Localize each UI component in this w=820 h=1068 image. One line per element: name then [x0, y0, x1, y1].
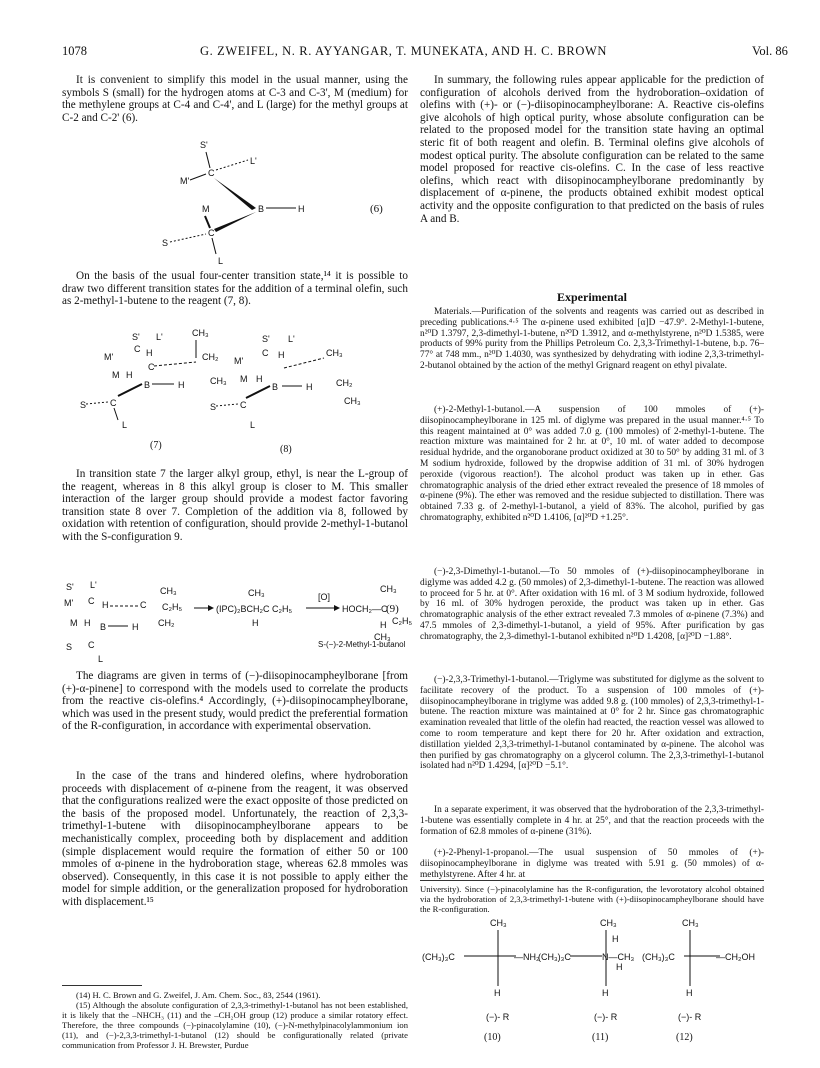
svg-text:C₂H₅: C₂H₅ [162, 602, 183, 612]
svg-text:H: H [602, 988, 609, 998]
oxidation-label: [O] [318, 592, 331, 602]
svg-text:CH₂: CH₂ [158, 618, 175, 628]
svg-text:S: S [162, 238, 169, 248]
svg-text:H: H [146, 348, 153, 358]
svg-text:L': L' [90, 580, 97, 590]
svg-text:C: C [110, 398, 117, 408]
svg-text:B: B [272, 382, 279, 392]
scheme-reagent: (IPC)₂BCH₂C C₂H₅ [216, 604, 293, 614]
label-10: (10) [484, 1032, 501, 1043]
svg-text:H: H [178, 380, 185, 390]
left-paragraph-1: It is convenient to simplify this model in the usual manner, using the symbols S (small) for the hydrogen atoms at C-3 and C-3', M (medium) for the methylene groups at C-4 and C-4', and L (large) for the methyl groups at C-2 and C-2' (6). [62, 74, 408, 124]
svg-text:H: H [616, 962, 623, 972]
svg-text:M': M' [64, 598, 74, 608]
svg-text:C: C [208, 228, 215, 238]
label-12: (12) [676, 1032, 693, 1043]
svg-text:H: H [298, 204, 305, 214]
svg-text:C: C [88, 596, 95, 606]
svg-text:CH₃: CH₃ [344, 396, 361, 406]
scheme-9 [62, 578, 413, 664]
svg-text:S: S [66, 642, 73, 652]
group-12-left: (CH₃)₃C [642, 952, 675, 962]
svg-text:H: H [686, 988, 693, 998]
structures-10-11-12 [420, 916, 764, 1046]
footnote-14: (14) H. C. Brown and G. Zweifel, J. Am. Chem. Soc., 83, 2544 (1961). [76, 990, 321, 1000]
svg-text:M': M' [104, 352, 114, 362]
svg-text:L: L [218, 256, 224, 266]
svg-text:L: L [98, 654, 104, 664]
left-paragraph-4: The diagrams are given in terms of (−)-diisopinocampheylborane [from (+)-α-pinene] to correspond with the models used to correlate the products from the reactive cis-olefins.⁴ Accordingly, (+)-diisopinocampheylborane, which was used in the present study, would predict the preferential formation of the R-configuration, in accordance with experimental observation. [62, 670, 408, 733]
left-paragraph-2: On the basis of the usual four-center transition state,¹⁴ it is possible to draw two different transition states for the addition of a terminal olefin, such as 2-methyl-1-butene to the reagent (7, 8). [62, 270, 408, 308]
svg-text:L': L' [250, 156, 257, 166]
svg-text:CH₃: CH₃ [490, 918, 507, 928]
svg-text:L: L [250, 420, 256, 430]
svg-text:C: C [262, 348, 269, 358]
separate-experiment-paragraph: In a separate experiment, it was observed that the hydroboration of the 2,3,3-trimethyl-1-butene was essentially complete in 4 hr. at 25°, and that the reaction proceeds with the formation of 62.8 mmoles of α-pinene (31%). [420, 805, 764, 837]
label-7: (7) [150, 440, 162, 451]
svg-text:L': L' [288, 334, 295, 344]
scheme-product: HOCH₂—C [342, 604, 388, 614]
svg-text:C: C [148, 362, 155, 372]
svg-text:H: H [84, 618, 91, 628]
svg-text:S: S [210, 402, 217, 412]
svg-text:S': S' [132, 332, 140, 342]
svg-text:C: C [134, 344, 141, 354]
footnote-15-continued: University). Since (−)-pinacolylamine has the R-configuration, the levorotatory alcohol obtained via the hydroboration of 2,3,3-trimethyl-1-butene with (+)-diisopinocampheylborane should have the R-configuration. [420, 884, 764, 914]
svg-text:CH₂: CH₂ [202, 352, 219, 362]
svg-text:L': L' [156, 332, 163, 342]
svg-text:H: H [256, 374, 263, 384]
group-10-left: (CH₃)₃C [422, 952, 455, 962]
svg-text:C: C [208, 168, 215, 178]
svg-text:M: M [112, 370, 120, 380]
svg-text:L: L [122, 420, 128, 430]
group-10-right: —NH₂ [514, 952, 540, 962]
svg-text:S': S' [66, 582, 74, 592]
group-11-right: N—CH₃ [602, 952, 635, 962]
svg-text:CH₃: CH₃ [380, 584, 397, 594]
running-header-authors: G. ZWEIFEL, N. R. AYYANGAR, T. MUNEKATA, AND H. C. BROWN [200, 44, 608, 58]
svg-text:CH₃: CH₃ [326, 348, 343, 358]
svg-text:CH₃: CH₃ [600, 918, 617, 928]
svg-text:M: M [240, 374, 248, 384]
right-footnote-separator [420, 880, 764, 881]
structures-7-8 [70, 326, 400, 455]
svg-text:S': S' [262, 334, 270, 344]
svg-text:S: S [80, 400, 87, 410]
left-paragraph-5: In the case of the trans and hindered olefins, where hydroboration proceeds with displacement of α-pinene from the reagent, it was observed that the configurations realized were the exact opposite of those predicted on the basis of the proposed model. Unfortunately, the reaction of 2,3,3-trimethyl-1-butene with diisopinocampheylborane appears to be mechanistically complex, proceeding both by displacement and addition (simple displacement would require the formation of either 50 or 100 mmoles of α-pinene in the hydroboration stage, whereas 62.8 mmoles was observed). Consequently, in this case it is not possible to apply either the model for simple addition, or the generalization proposed for hydroboration with displacement.¹⁵ [62, 770, 408, 908]
svg-text:H: H [494, 988, 501, 998]
equation-number-6: (6) [370, 203, 383, 215]
svg-text:CH₃: CH₃ [210, 376, 227, 386]
volume-label: Vol. 86 [752, 44, 788, 58]
phenylpropanol-paragraph: (+)-2-Phenyl-1-propanol.—The usual suspension of 50 mmoles of (+)-diisopinocampheylborane in diglyme was treated with 5.91 g. (50 mmoles) of α-methylstyrene. After 4 hr. at [420, 848, 764, 880]
svg-text:CH₂: CH₂ [336, 378, 353, 388]
label-11: (11) [592, 1032, 609, 1043]
svg-text:M': M' [234, 356, 244, 366]
svg-text:CH₃: CH₃ [374, 632, 391, 642]
svg-text:C₂H₅: C₂H₅ [392, 616, 413, 626]
right-paragraph-summary: In summary, the following rules appear applicable for the prediction of configuration of alcohols derived from the hydroboration–oxidation of olefins with (+)- or (−)-diisopinocampheylborane: A. Reactive cis-olefins give alcohols of high optical purity, whose absolute configuration can be related to the proposed model for the transition state having an optimal steric fit of both reagent and olefin. B. Terminal olefins give alcohols of modest optical purity. The absolute configuration can be related to the same model proposed for reactive cis-olefins. C. In the case of less reactive olefins, which react with diisopinocampheylborane predominantly by displacement of α-pinene, the products obtained exhibit modest optical activity and the opposite configuration to that predicted on the basis of rules A and B. [420, 74, 764, 225]
svg-text:C: C [140, 600, 147, 610]
group-12-right: —CH₂OH [716, 952, 755, 962]
footnote-15: (15) Although the absolute configuration of 2,3,3-trimethyl-1-butanol has not been established, it is likely that the –NHCH₃ (11) and the –CH₂OH group (12) produce a similar rotatory effect. Therefore, the three compounds (−)-pinacolylamine (10), (−)-N-methylpinacolylammonium ion (11), and (−)-2,3,3-trimethyl-1-butanol (12) should be configurationally related (private communication from Professor J. H. Brewster, Purdue [62, 1000, 408, 1050]
methylbutanol-paragraph: (+)-2-Methyl-1-butanol.—A suspension of 100 mmoles of (+)-diisopinocampheylborane in 125 ml. of diglyme was prepared in the usual manner.⁴·⁵ To this reagent maintained at 0° was added 7.0 g. (100 mmoles) of 2-methyl-1-butene. The reaction mixture was maintained for 2 hr. at 0°, 10 ml. of water added to decompose residual hydride, and the organoborane product oxidized at 30 to 50° by adding 31 ml. of 3 M sodium hydroxide, followed by the dropwise addition of 31 ml. of 30% hydrogen peroxide (vigorous reaction!). The alcohol product was taken up in ether. Gas chromatographic analysis of the dried ether extract revealed the presence of 18 mmoles of α-pinene (9%). The ether was removed and the residue subjected to distillation. There was obtained 7.33 g. of 2-methyl-1-butanol, a yield of 83%. The alcohol, purified by gas chromatography, exhibited n²⁰D 1.4106, [α]²⁰D +1.25°. [420, 405, 764, 523]
rotation-10: (−)- R [486, 1012, 510, 1022]
scheme-product-name: S-(−)-2-Methyl-1-butanol [318, 640, 406, 649]
group-11-left: (CH₃)₃C [538, 952, 571, 962]
svg-text:S': S' [200, 140, 208, 150]
svg-text:H: H [380, 620, 387, 630]
svg-text:H: H [132, 622, 139, 632]
svg-text:H: H [306, 382, 313, 392]
svg-text:M': M' [180, 176, 190, 186]
svg-text:B: B [258, 204, 265, 214]
rotation-11: (−)- R [594, 1012, 618, 1022]
dimethylbutanol-paragraph: (−)-2,3-Dimethyl-1-butanol.—To 50 mmoles of (+)-diisopinocampheylborane in diglyme was added 4.2 g. (50 mmoles) of 2,3-dimethyl-1-butene. The reaction was allowed to proceed for 5 hr. at 0°. After oxidation with 16 ml. of 3 M sodium hydroxide, followed by 16 ml. of 30% hydrogen peroxide, the product was taken up in ether. Gas chromatographic analysis of the ether extract revealed 7.3 mmoles of α-pinene (7.3%) and 47.5 mmoles of 2,3-dimethyl-1-butanol, a yield of 95%. After purification by gas chromatography, the 2,3-dimethyl-1-butanol exhibited n²⁰D 1.4208, [α]²⁰D −1.88°. [420, 567, 764, 642]
left-paragraph-3: In transition state 7 the larger alkyl group, ethyl, is near the L-group of the reagent, whereas in 8 this alkyl group is closer to M. This smaller interaction of the larger group should provide a modest factor favoring transition state 8 over 7. Completion of the addition via 8, followed by oxidation with retention of configuration, should provide 2-methyl-1-butanol with the S-configuration 9. [62, 468, 408, 543]
svg-text:B: B [100, 622, 107, 632]
svg-text:H: H [102, 600, 109, 610]
svg-text:CH₃: CH₃ [682, 918, 699, 928]
svg-text:H: H [278, 350, 285, 360]
materials-paragraph: Materials.—Purification of the solvents and reagents was carried out as described in preceding publications.⁴·⁵ The α-pinene used exhibited [α]D −47.9°. 2-Methyl-1-butene, n²⁰D 1.3797, 2,3-dimethyl-1-butene, n²⁰D 1.3912, and α-methylstyrene, n²⁰D 1.5385, were products of 99% purity from the Phillips Petroleum Co. 2,3,3-Trimethyl-1-butene, b.p. 76–77° at 748 mm., n²⁰D 1.4030, was synthesized by dehydrating with iodine 2,3,3-trimethyl-2-butanol obtained by the action of the methyl Grignard reagent on ethyl pivalate. [420, 307, 764, 371]
svg-text:M: M [202, 204, 210, 214]
svg-text:B: B [144, 380, 151, 390]
svg-text:H: H [612, 934, 619, 944]
equation-number-9: (9) [386, 603, 399, 615]
trimethylbutanol-paragraph: (−)-2,3,3-Trimethyl-1-butanol.—Triglyme was substituted for diglyme as the solvent to facilitate recovery of the product. To a suspension of 100 mmoles of (+)-diisopinocampheylborane in triglyme was added 9.8 g. (100 mmoles) of 2,3,3-trimethyl-1-butene. The reaction mixture was maintained at 0° for 2 hr. Since gas chromatographic examination revealed that little of the olefin had reacted, the reaction vessel was allowed to come to room temperature and kept there for 20 hr. After oxidation and extraction, distillation yielded 2,3,3-trimethyl-1-butanol contaminated by α-pinene. The alcohol was then purified by gas chromatography on a glycerol column. The 2,3,3-trimethyl-1-butanol isolated had n²⁰D 1.4294, [α]²⁰D −5.1°. [420, 675, 764, 772]
footnote-separator [62, 985, 142, 986]
svg-text:M: M [70, 618, 78, 628]
structure-6 [150, 138, 410, 268]
rotation-12: (−)- R [678, 1012, 702, 1022]
svg-text:CH₃: CH₃ [248, 588, 265, 598]
page-number: 1078 [62, 44, 87, 58]
section-heading-experimental: Experimental [557, 290, 627, 304]
label-8: (8) [280, 444, 292, 455]
svg-text:H: H [252, 618, 259, 628]
svg-text:CH₃: CH₃ [192, 328, 209, 338]
svg-text:CH₃: CH₃ [160, 586, 177, 596]
svg-text:H: H [126, 370, 133, 380]
svg-text:C: C [88, 640, 95, 650]
svg-text:C: C [240, 400, 247, 410]
